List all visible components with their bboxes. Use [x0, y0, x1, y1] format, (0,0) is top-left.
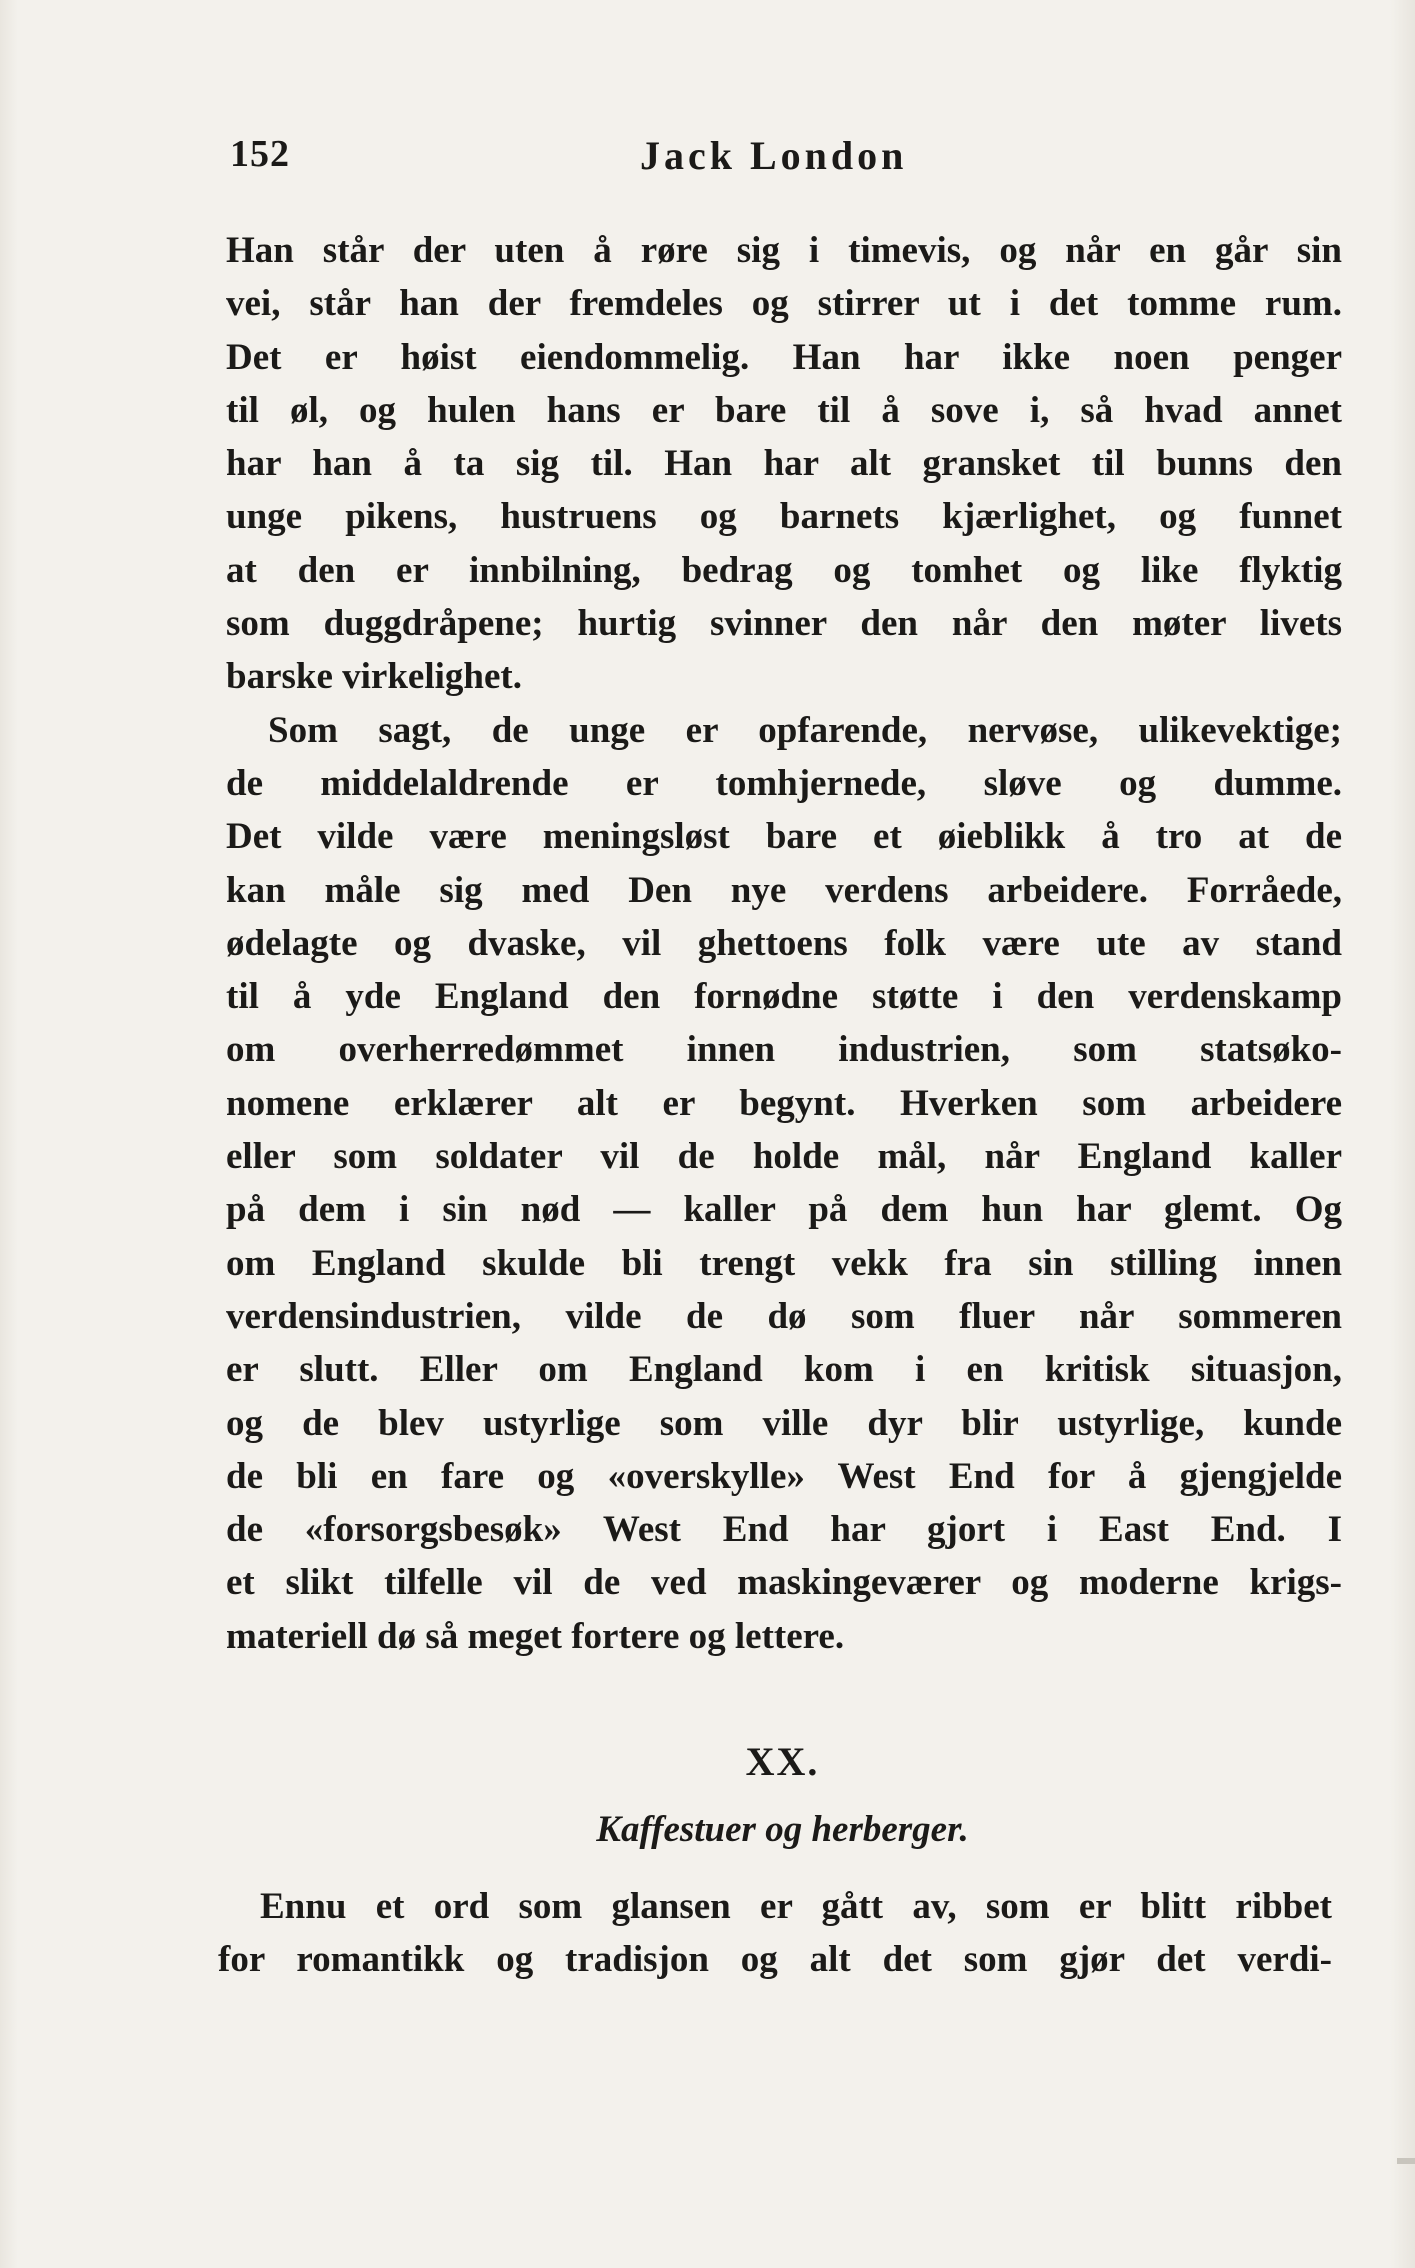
page-number: 152 — [230, 133, 290, 175]
text-line: kan måle sig med Den nye verdens arbeidere. Forråede, — [226, 869, 1342, 911]
text-line: de middelaldrende er tomhjernede, sløve og dumme. — [226, 762, 1342, 804]
text-line: Han står der uten å røre sig i timevis, og når en går sin — [226, 230, 1342, 271]
text-line: som duggdråpene; hurtig svinner den når den møter livets — [226, 603, 1342, 645]
running-head — [230, 132, 1340, 192]
section-body — [218, 1880, 1332, 1987]
text-line: Det er høist eiendommelig. Han har ikke noen penger — [226, 336, 1342, 378]
text-line: eller som soldater vil de holde mål, når England kaller — [226, 1136, 1342, 1178]
running-title: Jack London — [640, 133, 908, 178]
paragraph-1 — [226, 224, 1342, 704]
text-line: nomene erklærer alt er begynt. Hverken som arbeidere — [226, 1082, 1342, 1124]
text-line: et slikt tilfelle vil de ved maskingeværer og moderne krigs- — [226, 1562, 1342, 1604]
text-line: unge pikens, hustruens og barnets kjærlighet, og funnet — [226, 496, 1342, 538]
text-line: barske virkelighet. — [226, 656, 522, 698]
page-edge-mark — [1397, 2158, 1415, 2164]
text-line: om England skulde bli trengt vekk fra sin stilling innen — [226, 1242, 1342, 1284]
text-line: de «forsorgsbesøk» West End har gjort i East End. I — [226, 1509, 1342, 1551]
body-text — [226, 224, 1342, 1663]
text-line: er slutt. Eller om England kom i en kritisk situasjon, — [226, 1349, 1342, 1391]
text-line: på dem i sin nød — kaller på dem hun har glemt. Og — [226, 1189, 1342, 1231]
text-line: til øl, og hulen hans er bare til å sove i, så hvad annet — [226, 389, 1342, 431]
text-line: ødelagte og dvaske, vil ghettoens folk være ute av stand — [226, 922, 1342, 964]
text-line: vei, står han der fremdeles og stirrer ut i det tomme rum. — [226, 283, 1342, 325]
section-title: Kaffestuer og herberger. — [596, 1809, 969, 1850]
text-line: om overherredømmet innen industrien, som statsøko- — [226, 1029, 1342, 1071]
text-line: verdensindustrien, vilde de dø som fluer når sommeren — [226, 1295, 1342, 1337]
text-line: har han å ta sig til. Han har alt gransket til bunns den — [226, 443, 1342, 485]
text-line: at den er innbilning, bedrag og tomhet og like flyktig — [226, 549, 1342, 591]
text-line: Ennu et ord som glansen er gått av, som er blitt ribbet — [260, 1886, 1332, 1927]
text-line: for romantikk og tradisjon og alt det som gjør det verdi- — [218, 1939, 1332, 1981]
text-line: og de blev ustyrlige som ville dyr blir ustyrlige, kunde — [226, 1402, 1342, 1444]
text-line: materiell dø så meget fortere og lettere. — [226, 1615, 845, 1657]
text-line: til å yde England den fornødne støtte i den verdenskamp — [226, 976, 1342, 1018]
section-number: XX. — [745, 1739, 820, 1784]
text-line: Som sagt, de unge er opfarende, nervøse, ulikevektige; — [268, 709, 1342, 751]
text-line: Det vilde være meningsløst bare et øieblikk å tro at de — [226, 816, 1342, 858]
text-line: de bli en fare og «overskylle» West End for å gjengjelde — [226, 1455, 1342, 1497]
paragraph-2 — [226, 704, 1342, 1663]
